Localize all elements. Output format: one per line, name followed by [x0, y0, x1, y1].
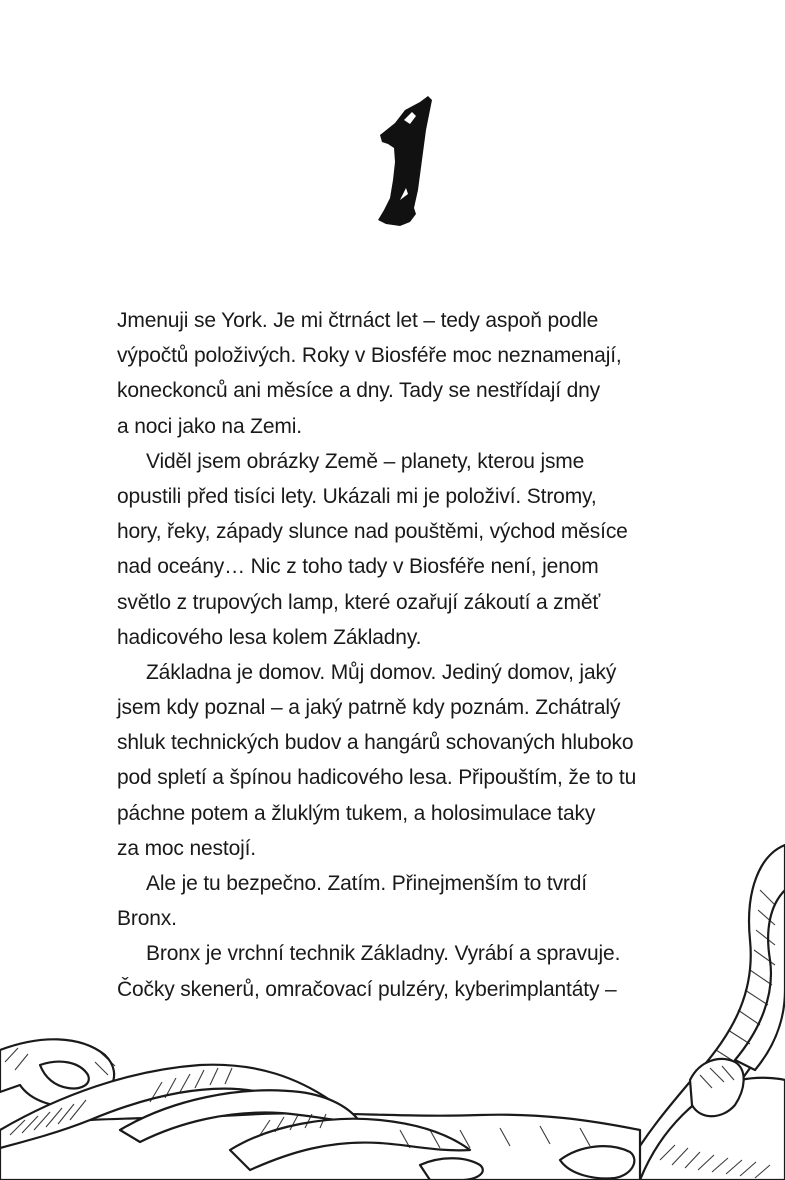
text-line: Bronx je vrchní technik Základny. Vyrábí a spravuje. [146, 942, 621, 966]
text-line: za moc nestojí. [117, 836, 256, 860]
text-line: páchne potem a žluklým tukem, a holosimulace taky [117, 801, 596, 825]
text-line: světlo z trupových lamp, které ozařují zákoutí a změť [117, 590, 601, 614]
text-line: a noci jako na Zemi. [117, 414, 302, 438]
text-line: pod spletí a špínou hadicového lesa. Připouštím, že to tu [117, 766, 637, 790]
text-line: jsem kdy poznal – a jaký patrně kdy poznám. Zchátralý [117, 696, 621, 720]
paragraph-2 [117, 444, 677, 655]
text-line: Základna je domov. Můj domov. Jediný domov, jaký [146, 660, 617, 684]
text-line: koneckonců ani měsíce a dny. Tady se nestřídají dny [117, 379, 601, 403]
text-line: hory, řeky, západy slunce nad pouštěmi, východ měsíce [117, 520, 628, 544]
chapter-number-1 [360, 90, 450, 240]
text-line: hadicového lesa kolem Základny. [117, 625, 422, 649]
paragraph-1 [117, 303, 677, 444]
text-line: Čočky skenerů, omračovací pulzéry, kyberimplantáty – [117, 977, 617, 1001]
text-line: výpočtů položivých. Roky v Biosféře moc neznamenají, [117, 344, 622, 368]
text-line: Jmenuji se York. Je mi čtrnáct let – tedy aspoň podle [117, 309, 599, 332]
text-line: Viděl jsem obrázky Země – planety, kterou jsme [146, 449, 585, 473]
tentacle-illustration [0, 830, 785, 1180]
text-line: shluk technických budov a hangárů schovaných hluboko [117, 731, 634, 755]
text-line: Bronx. [117, 907, 177, 931]
text-line: nad oceány… Nic z toho tady v Biosféře není, jenom [117, 555, 599, 579]
text-line: Ale je tu bezpečno. Zatím. Přinejmenším to tvrdí [146, 872, 587, 895]
text-line: opustili před tisíci lety. Ukázali mi je položiví. Stromy, [117, 484, 597, 508]
